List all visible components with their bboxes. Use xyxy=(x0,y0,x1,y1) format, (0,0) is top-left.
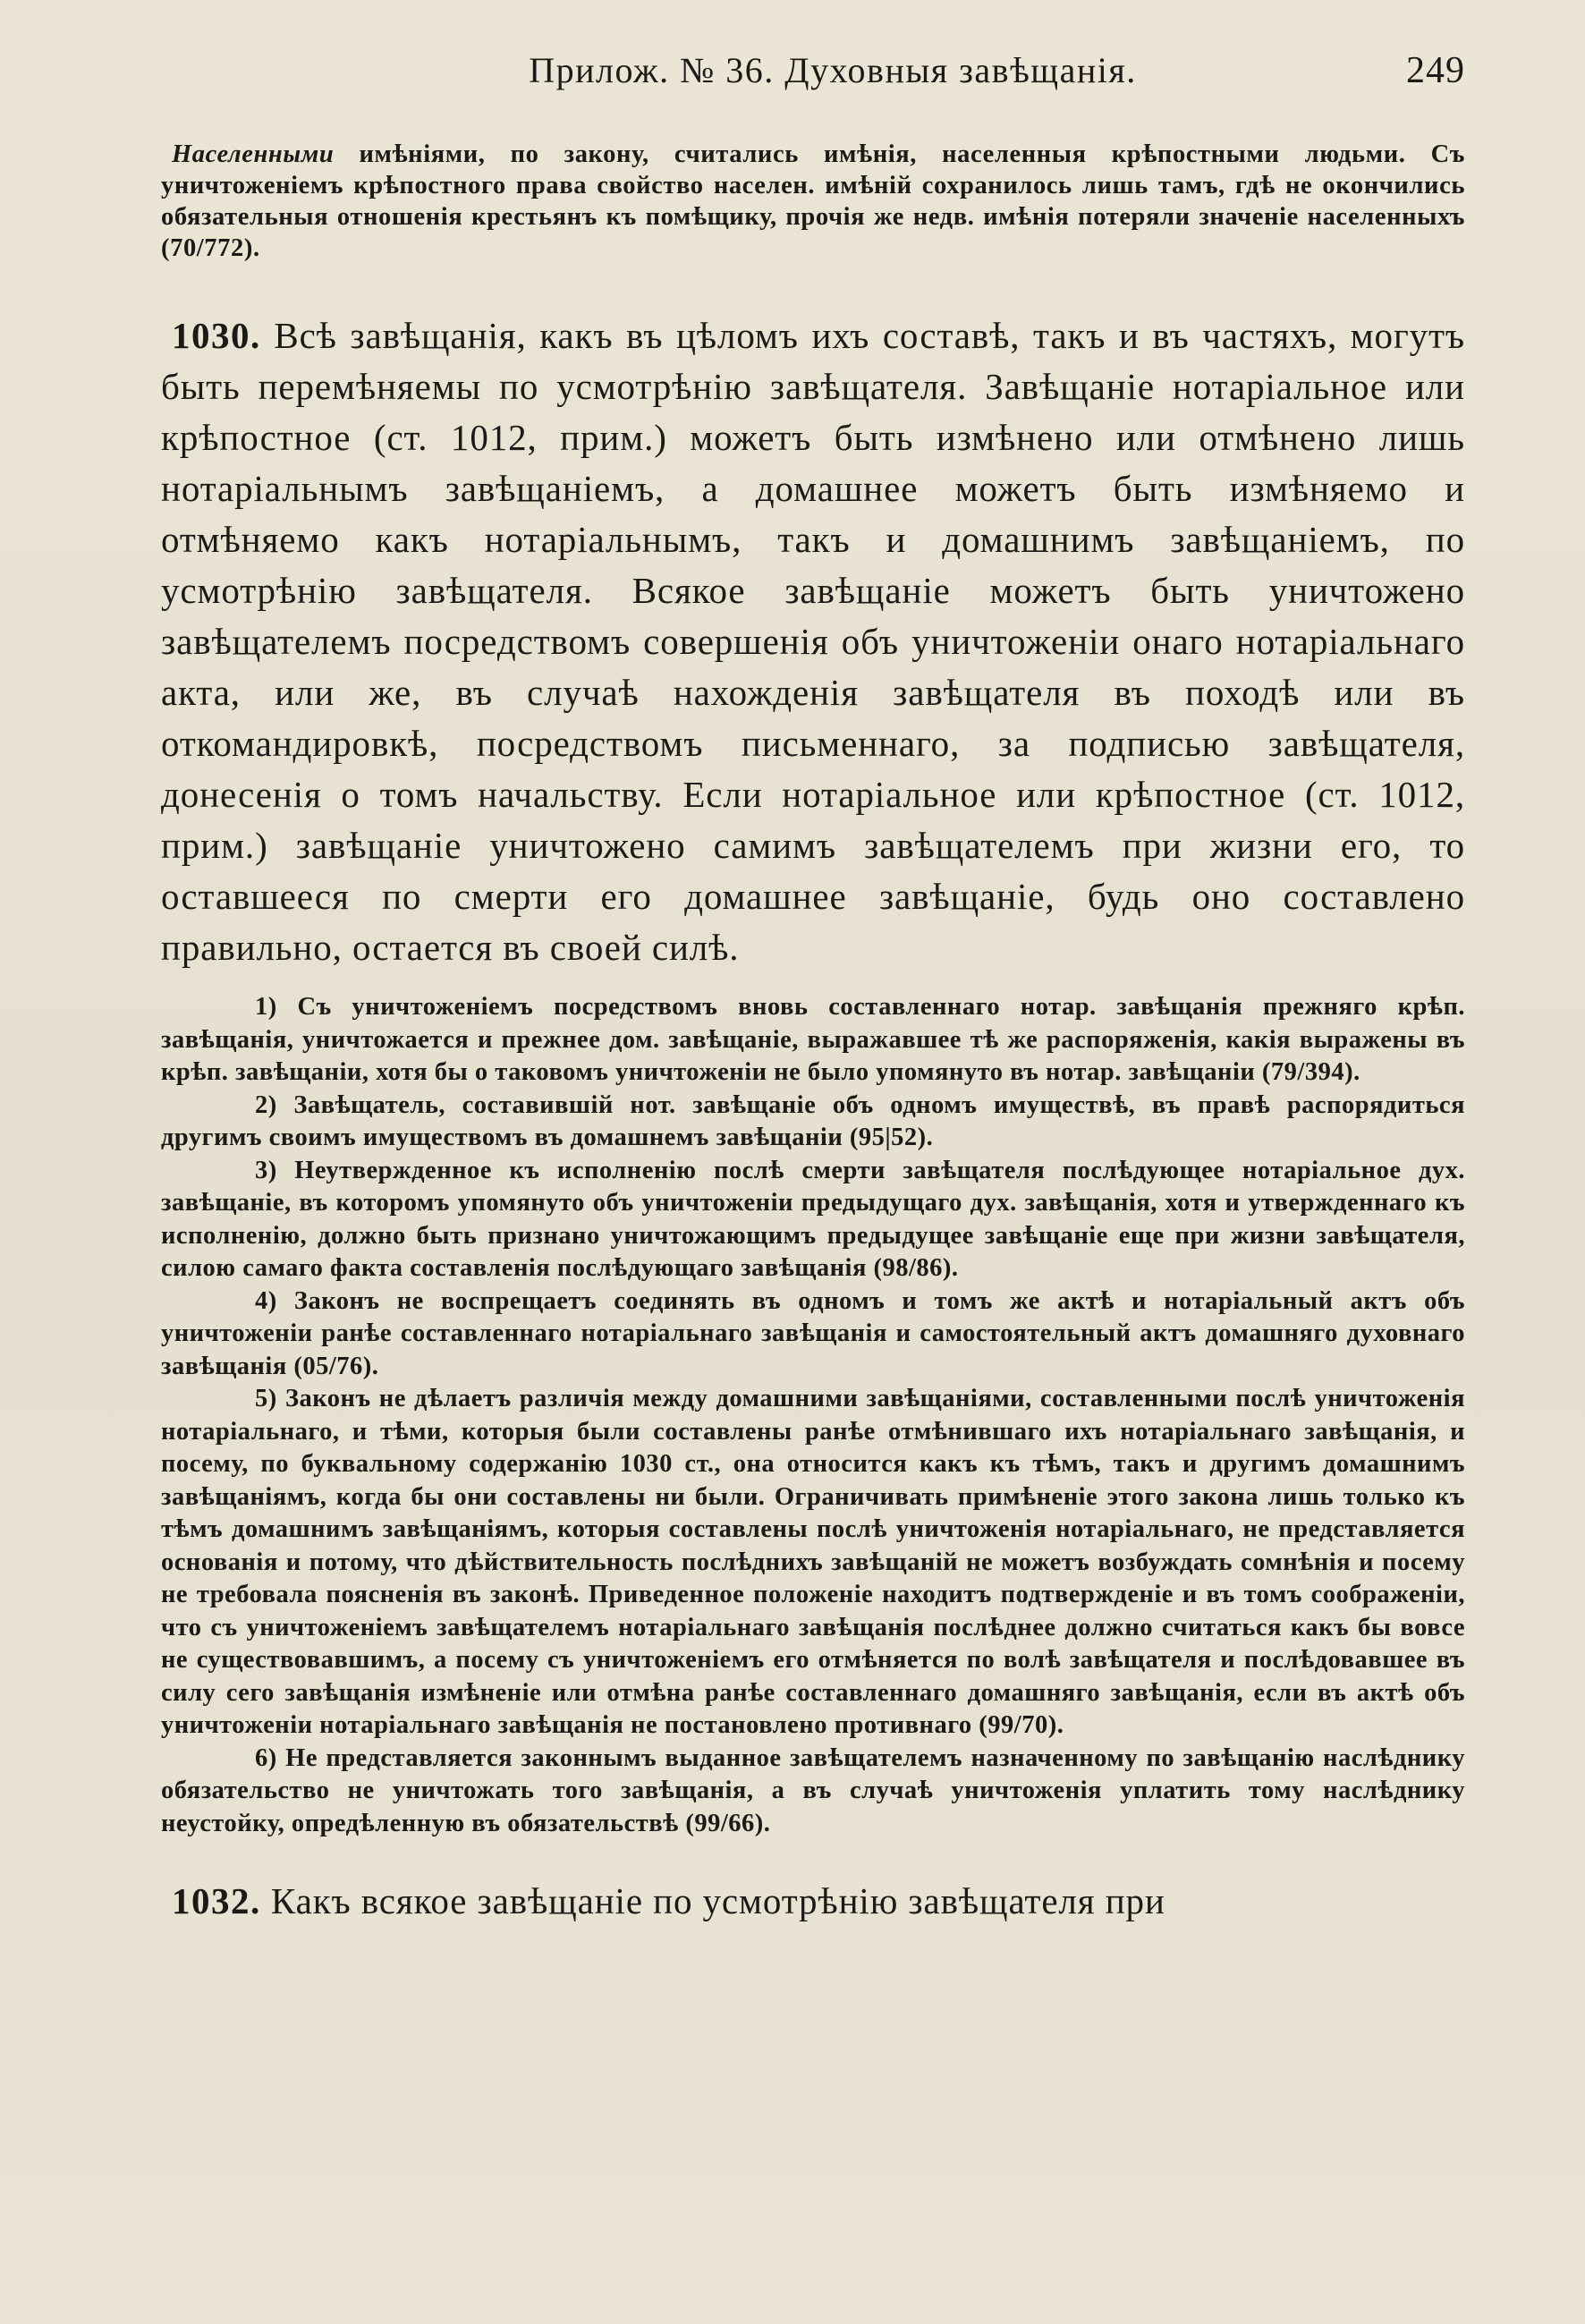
article-1030-text: Всѣ завѣщанія, какъ въ цѣломъ ихъ составѣ, такъ и въ частяхъ, могутъ быть перемѣняемы по усмотрѣнію завѣщателя. Завѣщаніе нотаріальное или крѣпостное (ст. 1012, прим.) можетъ быть измѣнено или отмѣнено лишь нотаріальнымъ завѣщаніемъ, а домашнее можетъ быть измѣняемо и отмѣняемо какъ нотаріальнымъ, такъ и домашнимъ завѣщаніемъ, по усмотрѣнію завѣщателя. Всякое завѣщаніе можетъ быть уничтожено завѣщателемъ посредствомъ совершенія объ уничтоженіи онаго нотаріальнаго акта, или же, въ случаѣ нахожденія завѣщателя въ походѣ или въ откомандировкѣ, посредствомъ письменнаго, за подписью завѣщателя, донесенія о томъ начальству. Если нотаріальное или крѣпостное (ст. 1012, прим.) завѣщаніе уничтожено самимъ завѣщателемъ при жизни его, то оставшееся по смерти его домашнее завѣщаніе, будь оно составлено правильно, остается въ своей силѣ. xyxy=(161,315,1465,968)
article-1030-number: 1030. xyxy=(172,315,261,356)
footnote-2: 2) Завѣщатель, составившій нот. завѣщаніе объ одномъ имуществѣ, въ правѣ распорядиться другимъ своимъ имуществомъ въ домашнемъ завѣщаніи (95|52). xyxy=(161,1090,1465,1151)
intro-note-italic-term: Населенными xyxy=(172,140,335,168)
article-1032-text: Какъ всякое завѣщаніе по усмотрѣнію завѣщателя при xyxy=(260,1880,1165,1921)
footnote-5: 5) Законъ не дѣлаетъ различія между домашними завѣщаніями, составленными послѣ уничтоженія нотаріальнаго, и тѣми, которыя были составлены ранѣе отмѣнившаго ихъ нотаріальнаго завѣщанія, и посему, по буквальному содержанію 1030 ст., она относится какъ къ тѣмъ, такъ и другимъ домашнимъ завѣщаніямъ, когда бы они составлены ни были. Ограничивать примѣненіе этого закона лишь только къ тѣмъ домашнимъ завѣщаніямъ, которыя составлены послѣ уничтоженія нотаріальнаго, не представляется основанія и потому, что дѣйствительность послѣднихъ завѣщаній не можетъ возбуждать сомнѣнія и посему не требовала поясненія въ законѣ. Приведенное положеніе находитъ подтвержденіе и въ томъ соображеніи, что съ уничтоженіемъ завѣщателемъ нотаріальнаго завѣщанія послѣднее должно считаться какъ бы вовсе не существовавшимъ, а посему съ уничтоженіемъ его отмѣняется по волѣ завѣщателя и послѣдовавшее въ силу сего завѣщанія измѣненіе или отмѣна ранѣе составленнаго домашняго завѣщанія, если въ актѣ объ уничтоженіи нотаріальнаго завѣщанія не постановлено противнаго (99/70). xyxy=(161,1385,1465,1739)
intro-note xyxy=(161,139,1465,264)
running-header-title: Прилож. № 36. Духовныя завѣщанія. xyxy=(529,50,1137,90)
footnote-1: 1) Съ уничтоженіемъ посредствомъ вновь составленнаго нотар. завѣщанія прежняго крѣп. завѣщанія, уничтожается и прежнее дом. завѣщаніе, выражавшее тѣ же распоряженія, какія выражены въ крѣп. завѣщаніи, хотя бы о таковомъ уничтоженіи не было упомянуто въ нотар. завѣщаніи (79/394). xyxy=(161,993,1465,1086)
footnote-3: 3) Неутвержденное къ исполненію послѣ смерти завѣщателя послѣдующее нотаріальное дух. завѣщаніе, въ которомъ упомянуто объ уничтоженіи предыдущаго дух. завѣщанія, хотя и утвержденнаго къ исполненію, должно быть признано уничтожающимъ предыдущее завѣщаніе еще при жизни завѣщателя, силою самаго факта составленія послѣдующаго завѣщанія (98/86). xyxy=(161,1156,1465,1282)
footnotes xyxy=(161,991,1465,1840)
article-1032-number: 1032. xyxy=(172,1880,261,1921)
intro-note-text: имѣніями, по закону, считались имѣнія, населенныя крѣпостными людьми. Съ уничтоженіемъ крѣпостного права свойство населен. имѣній сохранилось лишь тамъ, гдѣ не окончились обязательныя отношенія крестьянъ къ помѣщику, прочія же недв. имѣнія потеряли значеніе населенныхъ (70/772). xyxy=(161,140,1465,262)
footnote-4: 4) Законъ не воспрещаетъ соединять въ одномъ и томъ же актѣ и нотаріальный актъ объ уничтоженіи ранѣе составленнаго нотаріальнаго завѣщанія и самостоятельный актъ домашняго духовнаго завѣщанія (05/76). xyxy=(161,1286,1465,1380)
article-1032 xyxy=(161,1876,1465,1927)
footnote-6: 6) Не представляется законнымъ выданное завѣщателемъ назначенному по завѣщанію наслѣднику обязательство не уничтожать того завѣщанія, а въ случаѣ уничтоженія уплатить тому наслѣднику неустойку, опредѣленную въ обязательствѣ (99/66). xyxy=(161,1743,1465,1837)
page-number: 249 xyxy=(1406,50,1465,91)
running-header xyxy=(161,49,1465,92)
article-1030 xyxy=(161,310,1465,973)
